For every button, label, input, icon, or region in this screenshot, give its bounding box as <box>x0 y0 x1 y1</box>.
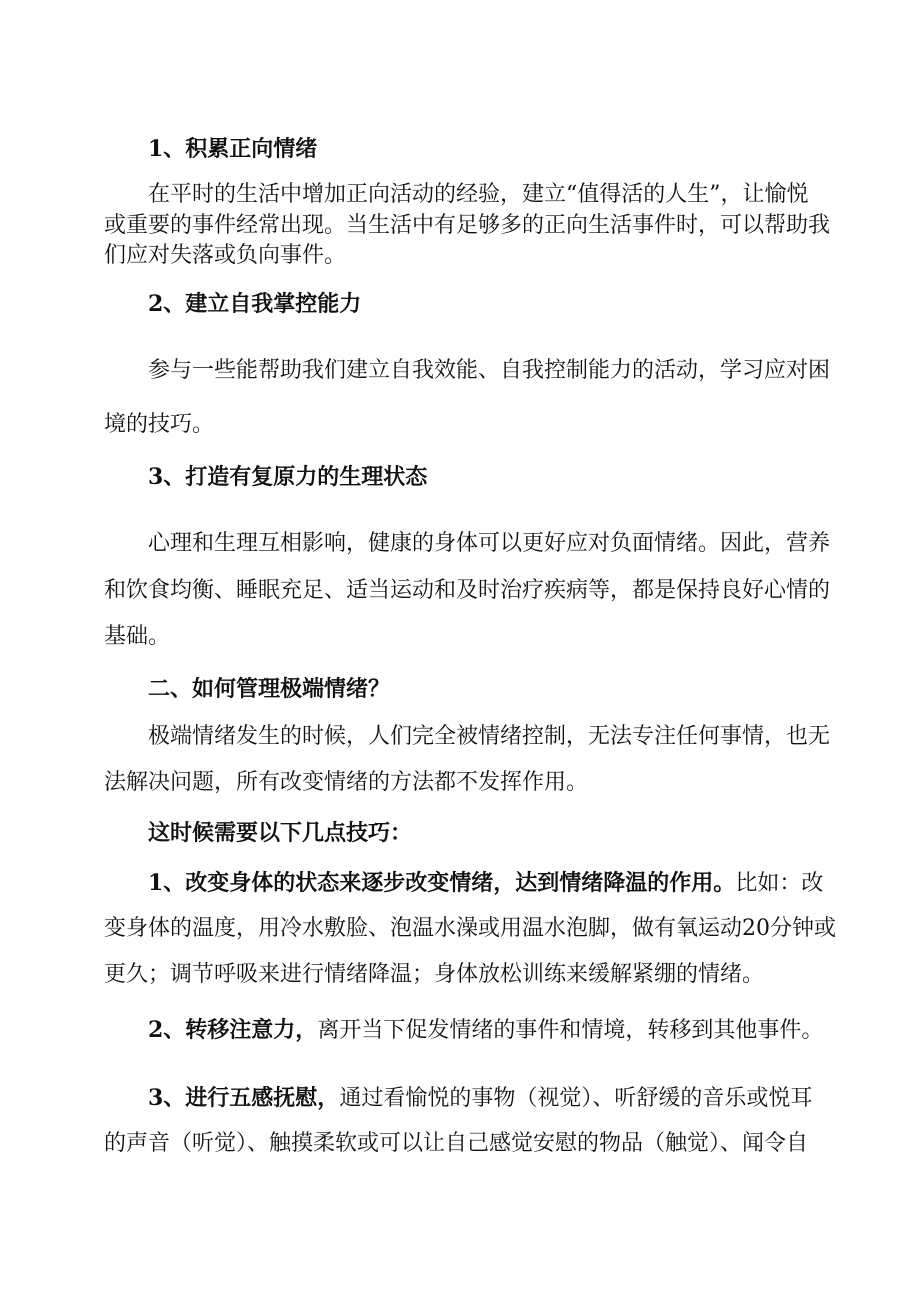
tip1-rest-text: 比如：改 <box>735 871 824 896</box>
section-heading-1: 1、积累正向情绪 <box>148 136 318 162</box>
section-heading-3: 3、打造有复原力的生理状态 <box>148 464 428 490</box>
section3-line-2: 和饮食均衡、睡眠充足、适当运动和及时治疗疾病等，都是保持良好心情的 <box>104 578 831 603</box>
tip2-line-1 <box>148 1015 823 1045</box>
section2-line-1: 参与一些能帮助我们建立自我效能、自我控制能力的活动，学习应对困 <box>148 358 831 383</box>
part2-line-2: 法解决问题，所有改变情绪的方法都不发挥作用。 <box>104 770 589 795</box>
tip3-line-2: 的声音（听觉）、触摸柔软或可以让自己感觉安慰的物品（触觉）、闻令自 <box>104 1131 809 1156</box>
section3-line-3: 基础。 <box>104 624 171 649</box>
section3-line-1: 心理和生理互相影响，健康的身体可以更好应对负面情绪。因此，营养 <box>148 531 831 556</box>
tip3-rest-text: 通过看愉悦的事物（视觉）、听舒缓的音乐或悦耳 <box>339 1086 813 1111</box>
section1-line-3: 们应对失落或负向事件。 <box>104 243 347 268</box>
tip2-bold-text: 2、转移注意力， <box>148 1017 318 1043</box>
part2-intro: 这时候需要以下几点技巧： <box>148 820 413 846</box>
tip2-rest-text: 离开当下促发情绪的事件和情境，转移到其他事件。 <box>317 1018 824 1043</box>
tip1-bold-text: 1、改变身体的状态来逐步改变情绪，达到情绪降温的作用。 <box>148 870 736 896</box>
tip1-line-1 <box>148 868 823 898</box>
tip1-line-2: 变身体的温度，用冷水敷脸、泡温水澡或用温水泡脚，做有氧运动20分钟或 <box>104 916 836 941</box>
part2-line-1: 极端情绪发生的时候，人们完全被情绪控制，无法专注任何事情，也无 <box>148 724 831 749</box>
tip3-line-1 <box>148 1083 812 1113</box>
section1-line-2: 或重要的事件经常出现。当生活中有足够多的正向生活事件时，可以帮助我 <box>104 213 831 238</box>
part2-heading: 二、如何管理极端情绪？ <box>148 676 391 702</box>
section1-line-1: 在平时的生活中增加正向活动的经验，建立“值得活的人生”，让愉悦 <box>148 182 809 207</box>
tip1-line-3: 更久；调节呼吸来进行情绪降温；身体放松训练来缓解紧绷的情绪。 <box>104 962 765 987</box>
tip3-bold-text: 3、进行五感抚慰， <box>148 1085 340 1111</box>
section-heading-2: 2、建立自我掌控能力 <box>148 291 362 317</box>
section2-line-2: 境的技巧。 <box>104 412 215 437</box>
